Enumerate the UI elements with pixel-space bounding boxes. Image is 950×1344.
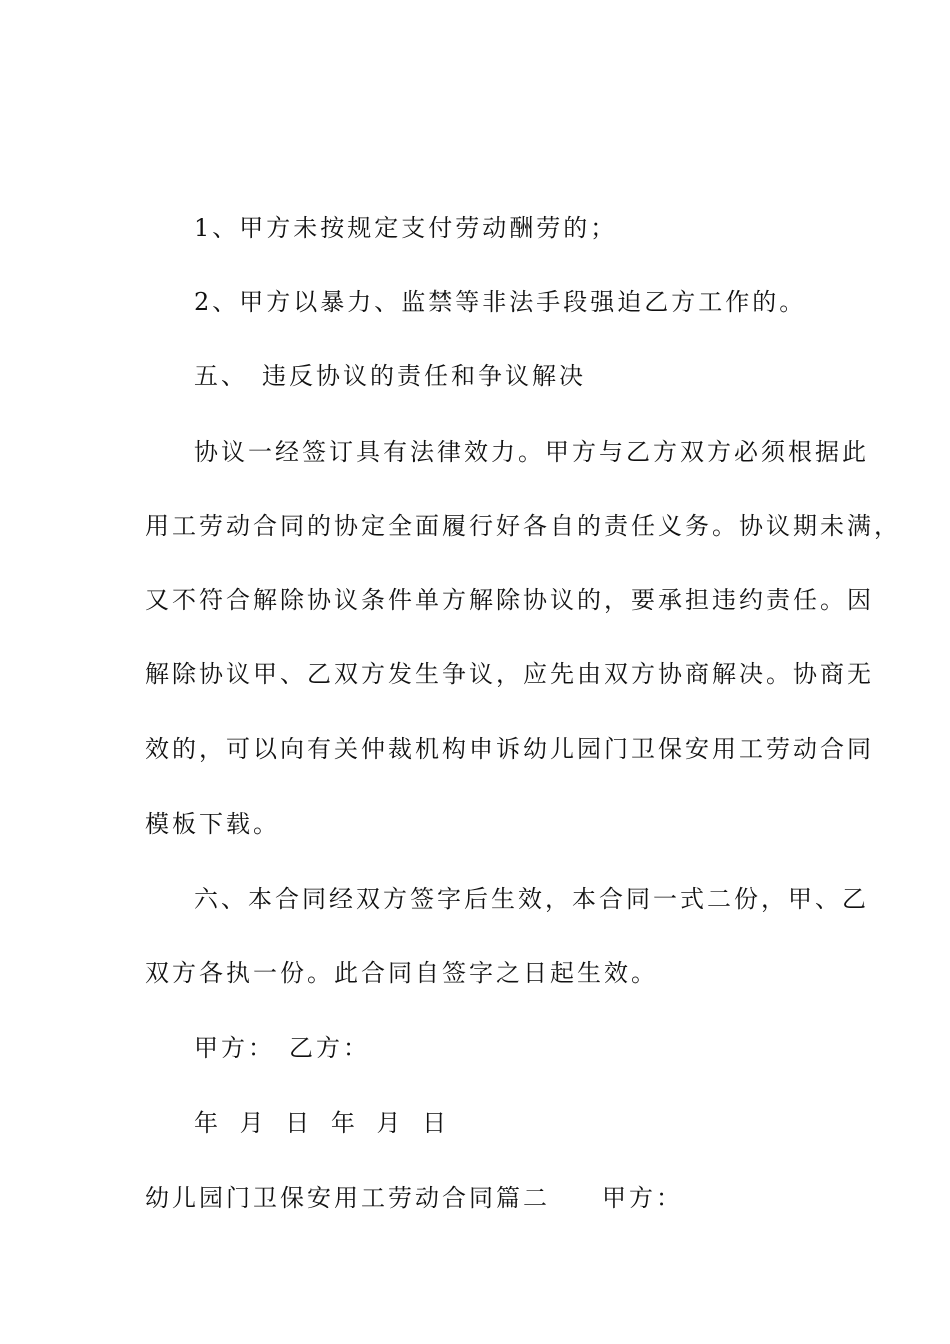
section-number: 五、 (194, 362, 248, 390)
signature-parties (194, 1032, 370, 1064)
paragraph-line: 双方各执一份。此合同自签字之日起生效。 (145, 959, 658, 987)
party-a-label: 甲方： (602, 1184, 683, 1212)
clause-item-2: 2、甲方以暴力、监禁等非法手段强迫乙方工作的。 (194, 288, 807, 316)
clause-item-1: 1、甲方未按规定支付劳动酬劳的； (194, 214, 618, 242)
contract-title: 幼儿园门卫保安用工劳动合同篇二 (145, 1184, 550, 1212)
next-contract-heading (145, 1182, 683, 1214)
section-title: 违反协议的责任和争议解决 (262, 362, 586, 390)
paragraph-line: 用工劳动合同的协定全面履行好各自的责任义务。协议期未满， (145, 512, 901, 540)
signature-dates: 年 月 日 年 月 日 (194, 1109, 450, 1137)
paragraph-line: 效的，可以向有关仲裁机构申诉幼儿园门卫保安用工劳动合同 (145, 735, 874, 763)
paragraph-line: 解除协议甲、乙双方发生争议，应先由双方协商解决。协商无 (145, 660, 874, 688)
paragraph-line: 六、本合同经双方签字后生效，本合同一式二份，甲、乙 (194, 885, 869, 913)
party-b-label: 乙方： (289, 1034, 370, 1062)
paragraph-line: 协议一经签订具有法律效力。甲方与乙方双方必须根据此 (194, 438, 869, 466)
section-heading-5 (194, 360, 586, 392)
paragraph-line: 模板下载。 (145, 810, 280, 838)
party-a-label: 甲方： (194, 1034, 275, 1062)
paragraph-line: 又不符合解除协议条件单方解除协议的，要承担违约责任。因 (145, 586, 874, 614)
